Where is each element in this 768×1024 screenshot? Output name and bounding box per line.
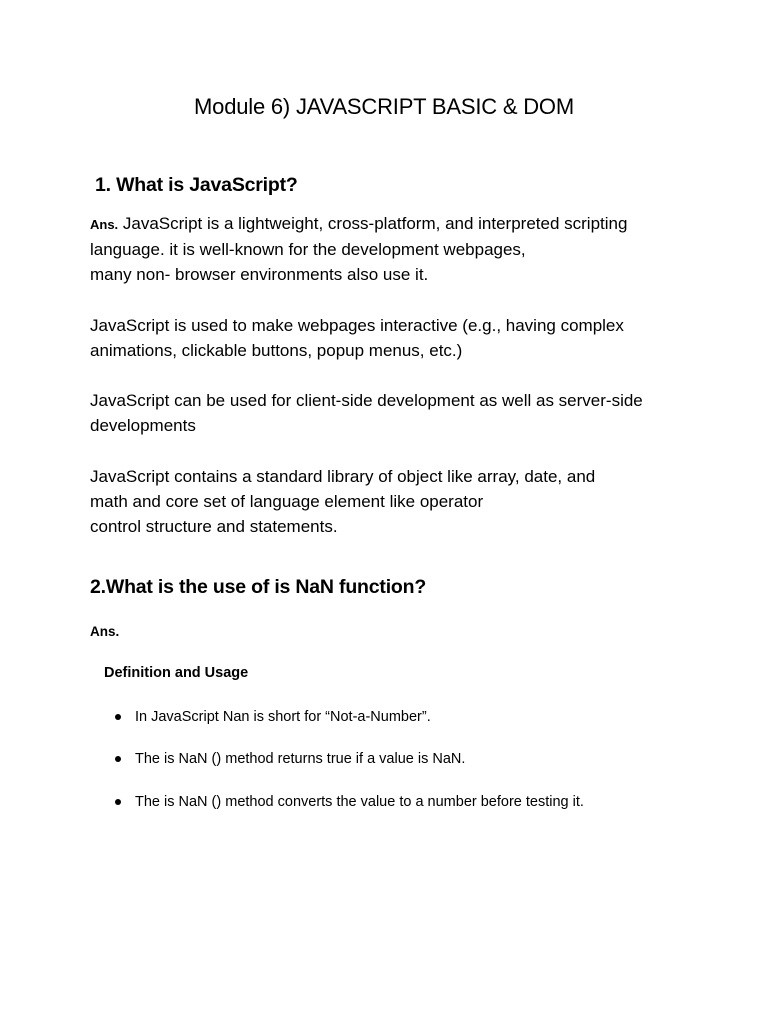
bullet-text: The is NaN () method converts the value to a number before testing it. — [135, 794, 584, 810]
question-2-heading: 2.What is the use of is NaN function? — [90, 576, 427, 598]
paragraph-1-line-1: JavaScript is a lightweight, cross-platform, and interpreted scripting — [118, 214, 628, 233]
definition-subheading: Definition and Usage — [104, 665, 249, 681]
page-title: Module 6) JAVASCRIPT BASIC & DOM — [194, 94, 574, 119]
bullet-icon — [115, 799, 121, 805]
bullet-icon — [115, 714, 121, 720]
question-1-heading: 1. What is JavaScript? — [95, 174, 298, 196]
question-2-answer-label: Ans. — [90, 624, 120, 639]
question-1-answer-paragraph-3: JavaScript can be used for client-side development as well as server-side developments — [90, 391, 643, 435]
question-1-answer-paragraph-1 — [90, 211, 690, 287]
paragraph-4-line-2: math and core set of language element like operator — [90, 492, 484, 511]
bullet-text: The is NaN () method returns true if a value is NaN. — [135, 751, 466, 767]
answer-label: Ans. — [90, 217, 119, 232]
question-1-answer-paragraph-2: JavaScript is used to make webpages interactive (e.g., having complex animations, clickable buttons, popup menus, etc.) — [90, 316, 624, 360]
paragraph-1-line-3: many non- browser environments also use it. — [90, 265, 429, 284]
bullet-icon — [115, 756, 121, 762]
paragraph-4-line-1: JavaScript contains a standard library of object like array, date, and — [90, 467, 596, 486]
paragraph-4-line-3: control structure and statements. — [90, 517, 338, 536]
question-1-answer-paragraph-4 — [90, 464, 690, 539]
bullet-text: In JavaScript Nan is short for “Not-a-Number”. — [135, 709, 431, 725]
paragraph-1-line-2: language. it is well-known for the development webpages, — [90, 240, 526, 259]
